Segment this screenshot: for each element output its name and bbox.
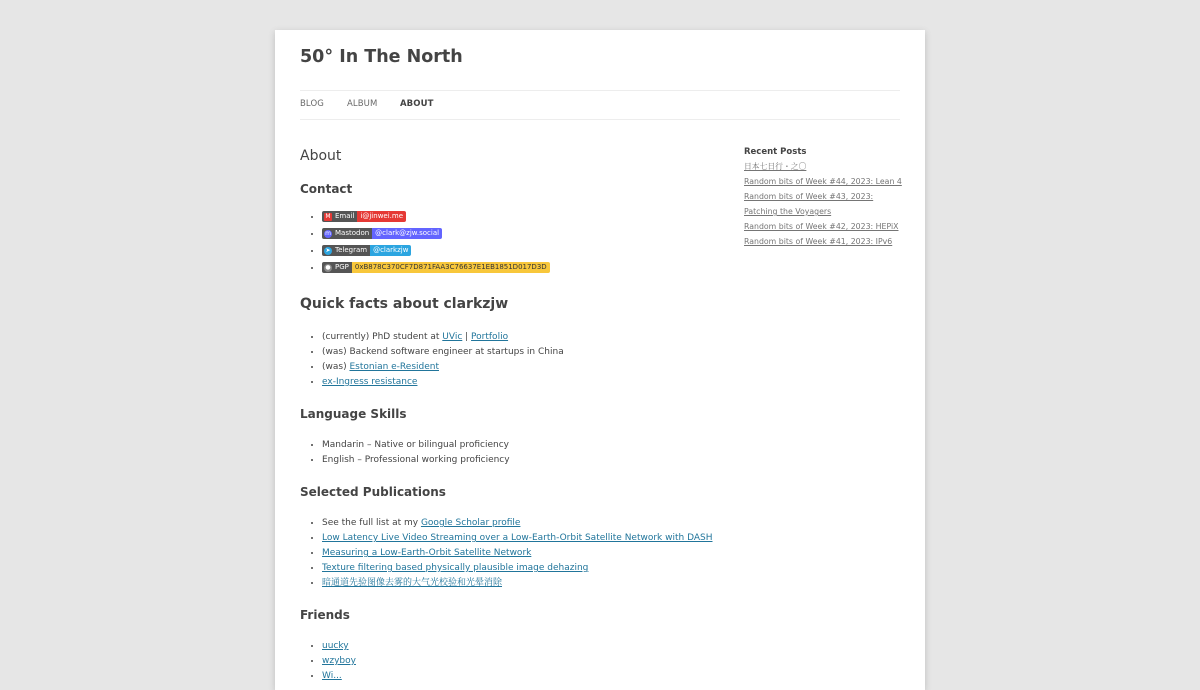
list-item <box>322 516 713 531</box>
fact-text: (currently) PhD student at <box>322 332 443 342</box>
telegram-badge[interactable] <box>322 245 411 256</box>
google-scholar-link[interactable]: Google Scholar profile <box>420 518 521 528</box>
list-item <box>744 204 904 219</box>
list-item <box>322 375 564 390</box>
friend-link[interactable]: Wi... <box>322 671 342 681</box>
badge-value: @clark@zjw.social <box>372 228 442 239</box>
recent-post-link[interactable]: Random bits of Week #44, 2023: Lean 4 <box>744 177 902 186</box>
list-item <box>322 576 713 591</box>
badge-value: @clarkzjw <box>370 245 411 256</box>
list-item <box>322 243 550 260</box>
e-resident-link[interactable]: Estonian e-Resident <box>349 362 439 372</box>
publication-link[interactable]: Low Latency Live Video Streaming over a Low-Earth-Orbit Satellite Network with DASH <box>322 533 713 543</box>
gmail-icon: • M <box>325 212 331 220</box>
page-container <box>275 30 925 690</box>
mastodon-badge[interactable] <box>322 228 442 239</box>
telegram-icon: • ➤ <box>325 246 331 254</box>
ingress-link[interactable]: ex-Ingress resistance <box>322 377 418 387</box>
languages-list <box>300 438 510 468</box>
facts-list <box>300 330 564 390</box>
list-item: • English – Professional working proficiency <box>322 453 510 468</box>
list-item <box>322 209 550 226</box>
main-nav <box>300 90 900 120</box>
pgp-badge[interactable] <box>322 262 550 273</box>
list-item <box>322 546 713 561</box>
contact-list <box>300 209 550 277</box>
list-item <box>322 639 356 654</box>
list-item <box>322 561 713 576</box>
fact-text: (was) <box>322 362 350 372</box>
list-item <box>322 531 713 546</box>
list-item <box>322 669 356 684</box>
list-item <box>322 260 550 277</box>
list-item <box>744 234 904 249</box>
list-item <box>322 226 550 243</box>
publications-list <box>300 516 713 591</box>
separator: | <box>462 332 472 342</box>
recent-post-link[interactable]: 日本七日行・之〇 <box>744 162 807 171</box>
list-item <box>322 360 564 375</box>
recent-posts-list <box>744 159 904 249</box>
contact-heading: Contact <box>300 182 353 196</box>
list-item: • Mandarin – Native or bilingual proficiency <box>322 438 510 453</box>
badge-label: PGP <box>335 263 349 271</box>
badge-label: Mastodon <box>335 229 370 237</box>
list-item <box>322 654 356 669</box>
mastodon-icon: • m <box>325 229 331 237</box>
badge-label: Telegram <box>335 246 368 254</box>
publication-link[interactable]: Texture filtering based physically plausible image dehazing <box>322 563 589 573</box>
list-item <box>744 219 904 234</box>
friends-list <box>300 639 356 684</box>
publication-link[interactable]: 暗通道先验图像去雾的大气光校验和光晕消除 <box>322 578 503 588</box>
badge-value: i@jinwei.me <box>357 211 406 222</box>
languages-heading: Language Skills <box>300 407 407 421</box>
recent-post-link[interactable]: Random bits of Week #43, 2023: <box>744 192 874 201</box>
badge-label: Email <box>335 212 355 220</box>
recent-posts-heading: Recent Posts <box>744 147 807 157</box>
list-item <box>322 330 564 345</box>
recent-post-link[interactable]: Random bits of Week #41, 2023: IPv6 <box>744 237 893 246</box>
page-title: About <box>300 148 342 164</box>
badge-value: 0xB878C370CF7D871FAA3C76637E1EB1851D017D3D <box>352 262 550 273</box>
facts-heading: Quick facts about clarkzjw <box>300 296 509 312</box>
email-badge[interactable] <box>322 211 406 222</box>
list-item <box>744 189 904 204</box>
sidebar <box>744 147 904 249</box>
publication-link[interactable]: Measuring a Low-Earth-Orbit Satellite Network <box>322 548 532 558</box>
key-icon: • ● <box>325 263 331 271</box>
recent-post-link[interactable]: Patching the Voyagers <box>744 207 832 216</box>
friends-heading: Friends <box>300 608 350 622</box>
recent-post-link[interactable]: Random bits of Week #42, 2023: HEPiX <box>744 222 899 231</box>
portfolio-link[interactable]: Portfolio <box>471 332 509 342</box>
friend-link[interactable]: uucky <box>322 641 349 651</box>
list-item <box>744 174 904 189</box>
nav-item-album[interactable]: ALBUM <box>347 99 378 109</box>
friend-link[interactable]: wzyboy <box>322 656 356 666</box>
site-title[interactable]: 50° In The North <box>300 47 463 67</box>
publications-heading: Selected Publications <box>300 485 446 499</box>
nav-item-blog[interactable]: BLOG <box>300 99 324 109</box>
list-item <box>744 159 904 174</box>
uvic-link[interactable]: UVic <box>442 332 463 342</box>
list-item: • (was) Backend software engineer at startups in China <box>322 345 564 360</box>
nav-item-about[interactable]: ABOUT <box>400 99 434 109</box>
intro-text: See the full list at my <box>322 518 421 528</box>
